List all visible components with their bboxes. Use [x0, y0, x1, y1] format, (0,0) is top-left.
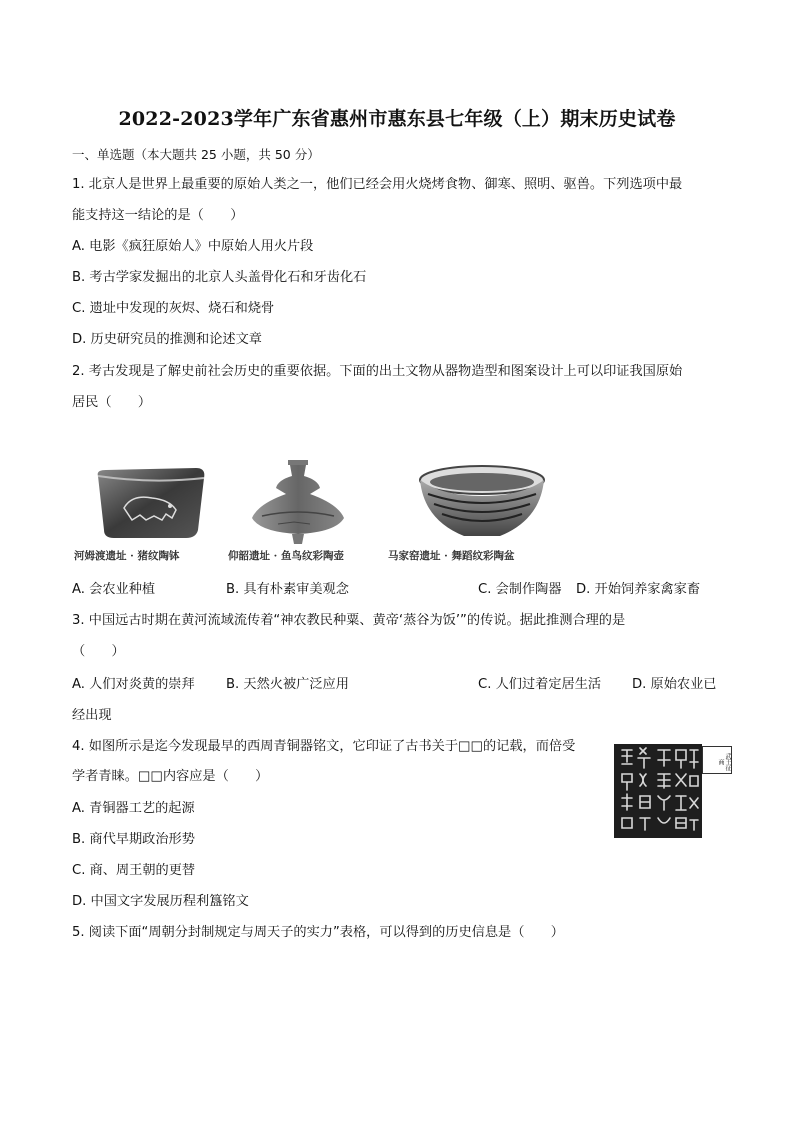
question-3-option-c[interactable]: C. 人们过着定居生活 — [478, 677, 602, 692]
question-4-line-1: 4. 如图所示是迄今发现最早的西周青铜器铭文，它印证了古书关于□□的记载，而倍受 — [72, 739, 576, 754]
question-3-line-2: （ ） — [72, 644, 125, 659]
question-2-option-c[interactable]: C. 会制作陶器 — [478, 582, 562, 597]
question-3-option-a[interactable]: A. 人们对炎黄的崇拜 — [72, 677, 195, 692]
question-3-option-d[interactable]: D. 原始农业已 — [632, 677, 717, 692]
artifact-images — [72, 458, 556, 566]
question-1-option-a[interactable]: A. 电影《疯狂原始人》中原始人用火片段 — [72, 239, 314, 254]
question-4-option-c[interactable]: C. 商、周王朝的更替 — [72, 863, 196, 878]
question-1-option-d[interactable]: D. 历史研究员的推测和论述文章 — [72, 332, 262, 347]
question-2-line-2: 居民（ ） — [72, 395, 152, 410]
question-2-option-b[interactable]: B. 具有朴素审美观念 — [226, 582, 349, 597]
dance-pattern-basin-icon — [412, 458, 552, 548]
question-3-continuation: 经出现 — [72, 708, 112, 723]
artifact-caption-2: 仰韶遗址 · 鱼鸟纹彩陶壶 — [228, 550, 344, 562]
question-2-line-1: 2. 考古发现是了解史前社会历史的重要依据。下面的出土文物从器物造型和图案设计上可以印证我国原始 — [72, 364, 683, 379]
question-4-option-a[interactable]: A. 青铜器工艺的起源 — [72, 801, 195, 816]
question-3-line-1: 3. 中国远古时期在黄河流域流传着“神农教民种粟、黄帝‘蒸谷为饭’”的传说。据此推测合理的是 — [72, 613, 626, 628]
question-1-option-b[interactable]: B. 考古学家发掘出的北京人头盖骨化石和牙齿化石 — [72, 270, 367, 285]
pig-pattern-bowl-icon — [92, 458, 212, 546]
section-heading: 一、单选题（本大题共 25 小题，共 50 分） — [72, 147, 320, 162]
question-1-line-1: 1. 北京人是世界上最重要的原始人类之一，他们已经会用火烧烤食物、御寒、照明、驱兽。下列选项中最 — [72, 177, 683, 192]
question-1-option-c[interactable]: C. 遗址中发现的灰烬、烧石和烧骨 — [72, 301, 275, 316]
question-2-option-d[interactable]: D. 开始饲养家禽家畜 — [576, 582, 701, 597]
artifact-caption-3: 马家窑遗址 · 舞蹈纹彩陶盆 — [388, 550, 515, 562]
question-1-line-2: 能支持这一结论的是（ ） — [72, 208, 244, 223]
question-4-option-d[interactable]: D. 中国文字发展历程利簋铭文 — [72, 894, 249, 909]
page-title: 2022-2023学年广东省惠州市惠东县七年级（上）期末历史试卷 — [118, 108, 676, 130]
bronze-inscription-image — [612, 742, 736, 840]
question-2-option-a[interactable]: A. 会农业种植 — [72, 582, 156, 597]
question-5-line-1: 5. 阅读下面“周朝分封制规定与周天子的实力”表格，可以得到的历史信息是（ ） — [72, 925, 564, 940]
fish-bird-pot-icon — [248, 458, 348, 548]
artifact-caption-1: 河姆渡遗址 · 猪纹陶钵 — [74, 550, 180, 562]
question-4-option-b[interactable]: B. 商代早期政治形势 — [72, 832, 195, 847]
inscription-label: 武王征商 — [702, 746, 732, 774]
question-3-option-b[interactable]: B. 天然火被广泛应用 — [226, 677, 349, 692]
question-4-line-2: 学者青睐。□□内容应是（ ） — [72, 769, 269, 784]
